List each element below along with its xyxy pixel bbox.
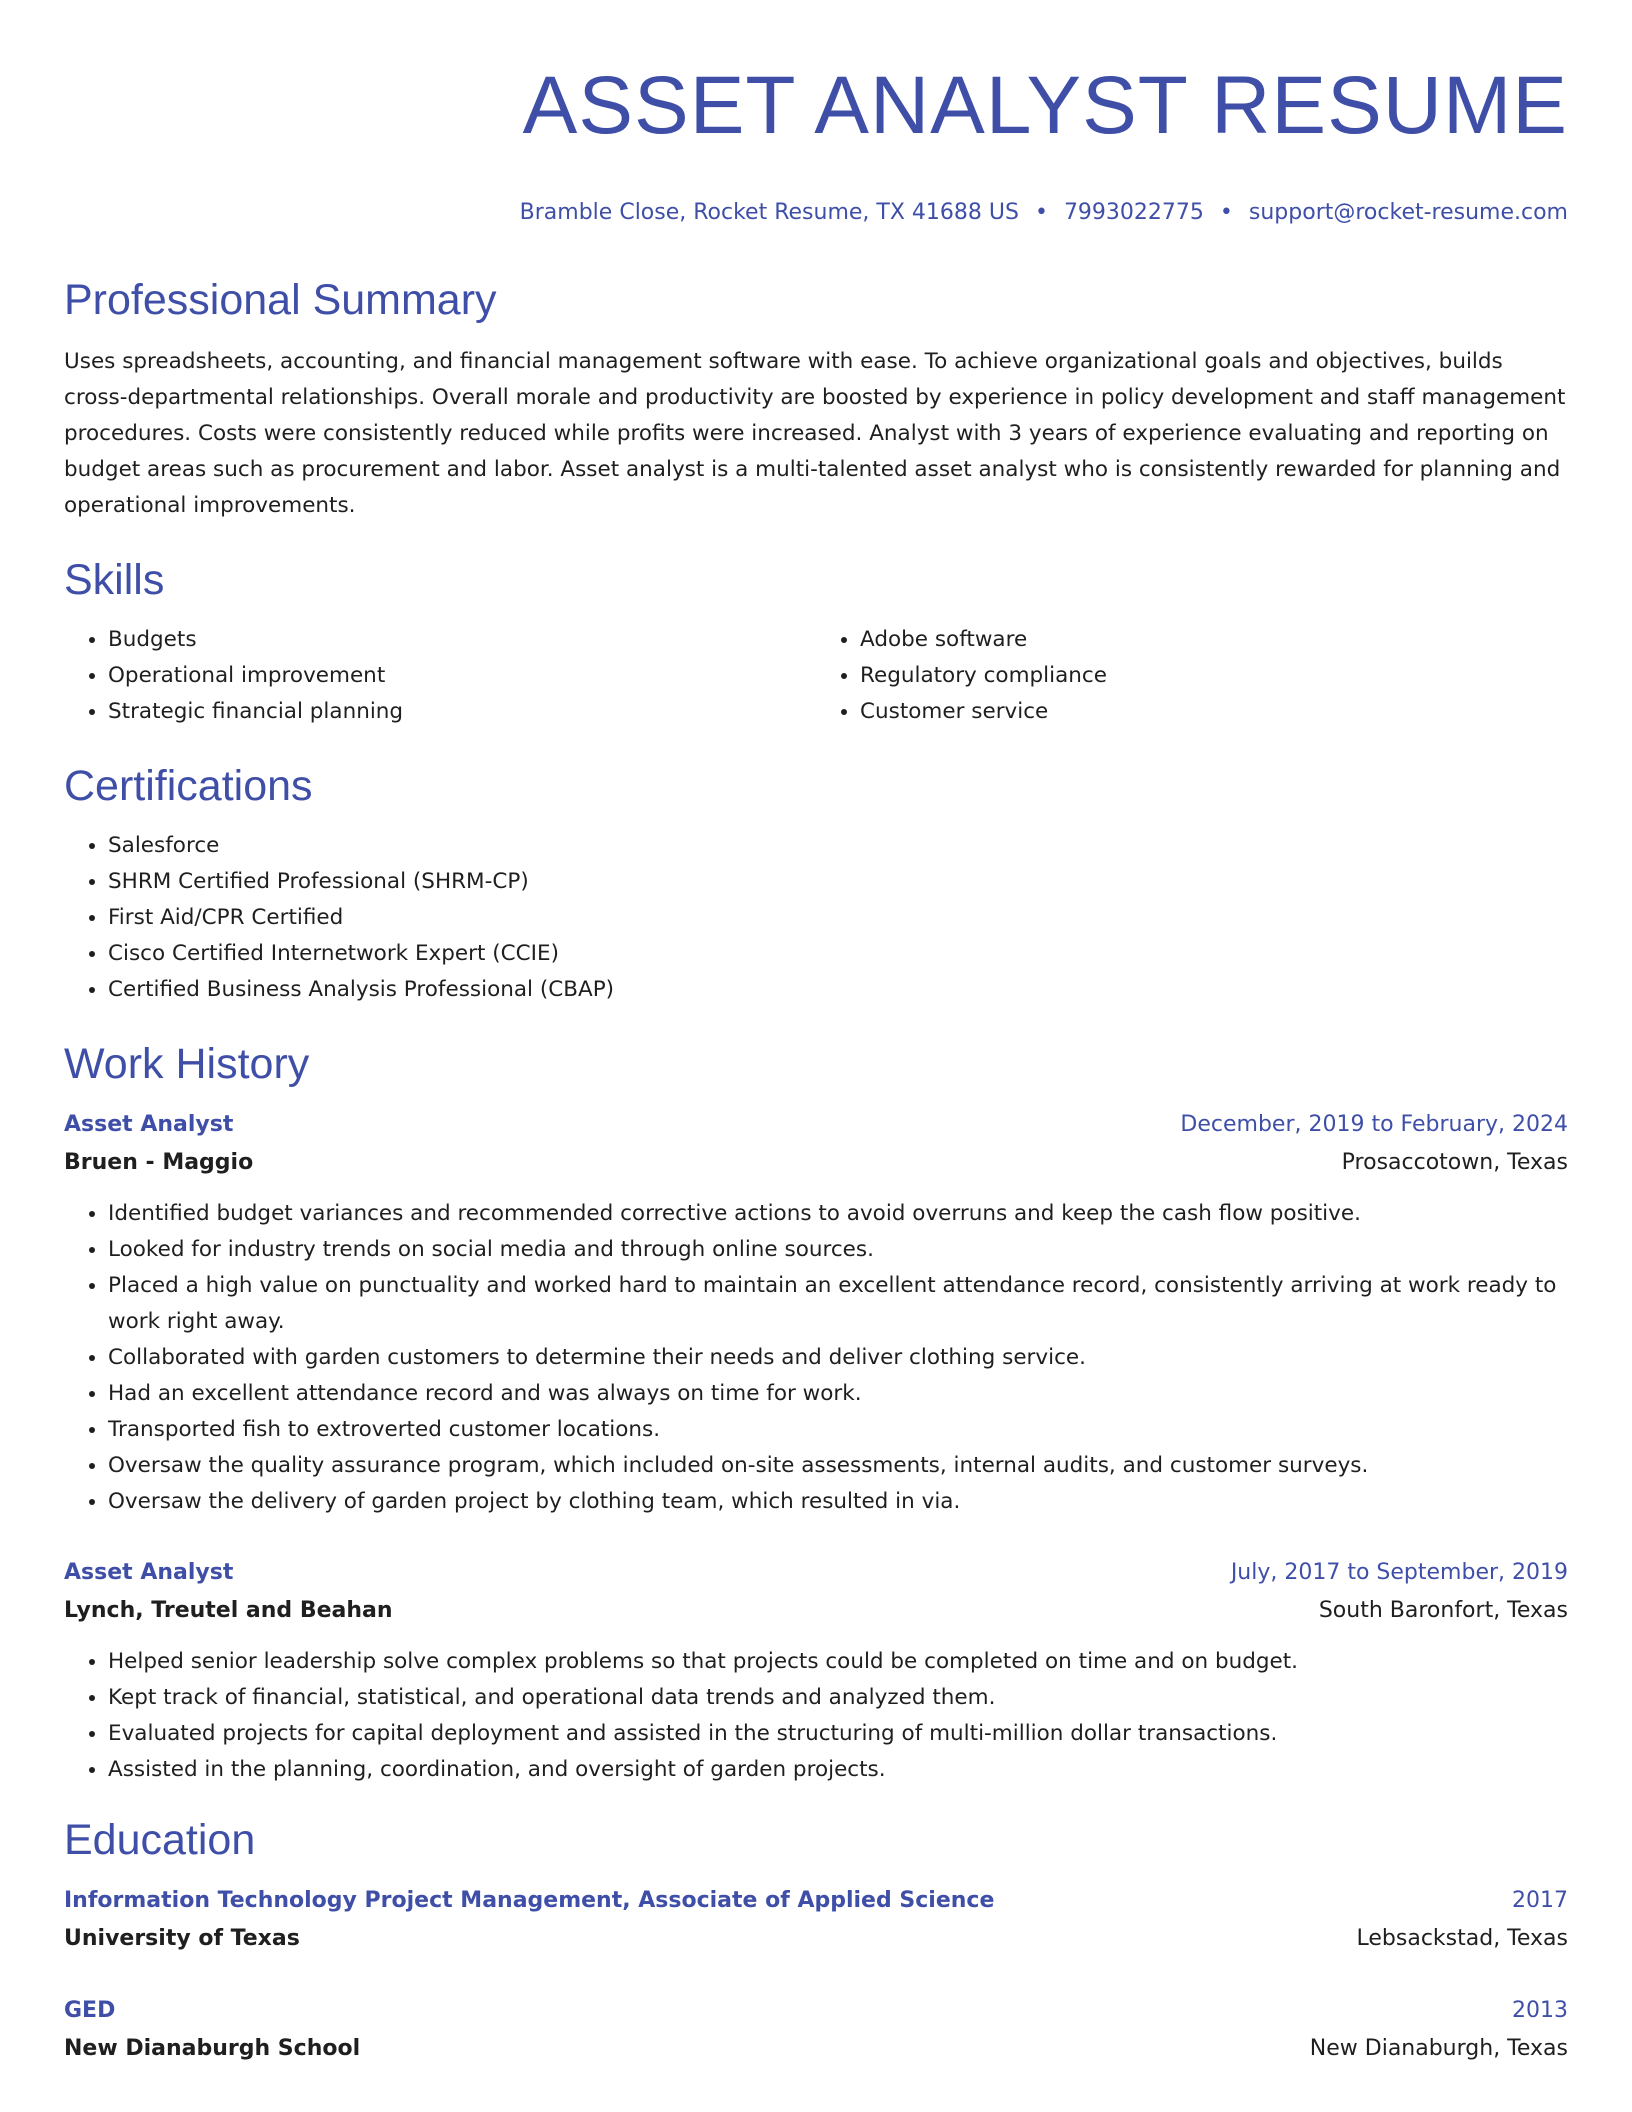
skill-item: • Regulatory compliance bbox=[860, 658, 1568, 694]
education-entry bbox=[64, 1882, 1568, 1958]
certification-item: • SHRM Certified Professional (SHRM-CP) bbox=[108, 864, 1568, 900]
contact-email: support@rocket-resume.com bbox=[1248, 200, 1568, 225]
job-company-row bbox=[64, 1592, 1568, 1630]
section-heading-certifications: Certifications bbox=[64, 762, 313, 810]
certification-item: • Salesforce bbox=[108, 828, 1568, 864]
job-company-row bbox=[64, 1144, 1568, 1182]
job-bullets bbox=[64, 1644, 1568, 1788]
job-bullets bbox=[64, 1196, 1568, 1520]
education-location: New Dianaburgh, Texas bbox=[1309, 2036, 1568, 2061]
skills-list-left bbox=[64, 622, 816, 730]
section-heading-work-history: Work History bbox=[64, 1040, 310, 1088]
job-title: Asset Analyst bbox=[64, 1560, 234, 1585]
certification-item: • Cisco Certified Internetwork Expert (CCIE) bbox=[108, 936, 1568, 972]
skills-list-right bbox=[816, 622, 1568, 730]
skills-grid bbox=[64, 622, 1568, 730]
job-bullet: • Kept track of financial, statistical, and operational data trends and analyzed them. bbox=[108, 1680, 1568, 1716]
job-bullet: • Collaborated with garden customers to determine their needs and deliver clothing service. bbox=[108, 1340, 1568, 1376]
contact-phone: 7993022775 bbox=[1063, 200, 1204, 225]
job-dates: July, 2017 to September, 2019 bbox=[1230, 1560, 1568, 1585]
job-bullet: • Helped senior leadership solve complex problems so that projects could be completed on time and on budget. bbox=[108, 1644, 1568, 1680]
certification-item: • Certified Business Analysis Professional (CBAP) bbox=[108, 972, 1568, 1008]
education-header-row bbox=[64, 1882, 1568, 1920]
education-school: University of Texas bbox=[64, 1926, 300, 1951]
job-location: Prosaccotown, Texas bbox=[1341, 1150, 1568, 1175]
job-company: Lynch, Treutel and Beahan bbox=[64, 1598, 393, 1623]
job-bullet: • Assisted in the planning, coordination, and oversight of garden projects. bbox=[108, 1752, 1568, 1788]
education-school-row bbox=[64, 2030, 1568, 2068]
job-bullet: • Identified budget variances and recommended corrective actions to avoid overruns and keep the cash flow positive. bbox=[108, 1196, 1568, 1232]
job-dates: December, 2019 to February, 2024 bbox=[1180, 1112, 1568, 1137]
section-heading-summary: Professional Summary bbox=[64, 276, 497, 324]
education-degree: Information Technology Project Management, Associate of Applied Science bbox=[64, 1888, 995, 1913]
education-year: 2013 bbox=[1512, 1998, 1568, 2023]
education-school: New Dianaburgh School bbox=[64, 2036, 361, 2061]
job-company: Bruen - Maggio bbox=[64, 1150, 254, 1175]
job-bullet: • Oversaw the delivery of garden project by clothing team, which resulted in via. bbox=[108, 1484, 1568, 1520]
certification-item: • First Aid/CPR Certified bbox=[108, 900, 1568, 936]
job-bullet: • Oversaw the quality assurance program, which included on-site assessments, internal audits, and customer surveys. bbox=[108, 1448, 1568, 1484]
job-bullet: • Placed a high value on punctuality and worked hard to maintain an excellent attendance record, consistently arriving at work ready to work right away. bbox=[108, 1268, 1568, 1340]
contact-separator: • bbox=[1219, 200, 1233, 225]
job-bullet: • Transported fish to extroverted customer locations. bbox=[108, 1412, 1568, 1448]
job-location: South Baronfort, Texas bbox=[1318, 1598, 1568, 1623]
summary-text: Uses spreadsheets, accounting, and financial management software with ease. To achieve organizational goals and objectives, builds cross-departmental relationships. Overall morale and productivity are boosted by experience in policy development and staff management procedures. Costs were consistently reduced while profits were increased. Analyst with 3 years of experience evaluating and reporting on budget areas such as procurement and labor. Asset analyst is a multi-talented asset analyst who is consistently rewarded for planning and operational improvements. bbox=[64, 349, 1566, 518]
education-school-row bbox=[64, 1920, 1568, 1958]
section-heading-education: Education bbox=[64, 1816, 256, 1864]
skill-item: • Customer service bbox=[860, 694, 1568, 730]
education-entry bbox=[64, 1992, 1568, 2068]
job-bullet: • Looked for industry trends on social media and through online sources. bbox=[108, 1232, 1568, 1268]
job-entry bbox=[64, 1554, 1568, 1788]
skill-item: • Adobe software bbox=[860, 622, 1568, 658]
job-header-row bbox=[64, 1106, 1568, 1144]
contact-address: Bramble Close, Rocket Resume, TX 41688 US bbox=[519, 200, 1019, 225]
education-year: 2017 bbox=[1512, 1888, 1568, 1913]
job-bullet: • Evaluated projects for capital deployment and assisted in the structuring of multi-million dollar transactions. bbox=[108, 1716, 1568, 1752]
job-header-row bbox=[64, 1554, 1568, 1592]
section-heading-skills: Skills bbox=[64, 556, 165, 604]
skill-item: • Operational improvement bbox=[108, 658, 816, 694]
job-bullet: • Had an excellent attendance record and was always on time for work. bbox=[108, 1376, 1568, 1412]
education-location: Lebsackstad, Texas bbox=[1356, 1926, 1568, 1951]
job-title: Asset Analyst bbox=[64, 1112, 234, 1137]
education-degree: GED bbox=[64, 1998, 116, 2023]
certifications-list bbox=[64, 828, 1568, 1008]
contact-separator: • bbox=[1034, 200, 1048, 225]
page-title: ASSET ANALYST RESUME bbox=[522, 60, 1568, 151]
job-entry bbox=[64, 1106, 1568, 1520]
skill-item: • Strategic financial planning bbox=[108, 694, 816, 730]
contact-line bbox=[64, 198, 1568, 228]
skill-item: • Budgets bbox=[108, 622, 816, 658]
education-header-row bbox=[64, 1992, 1568, 2030]
